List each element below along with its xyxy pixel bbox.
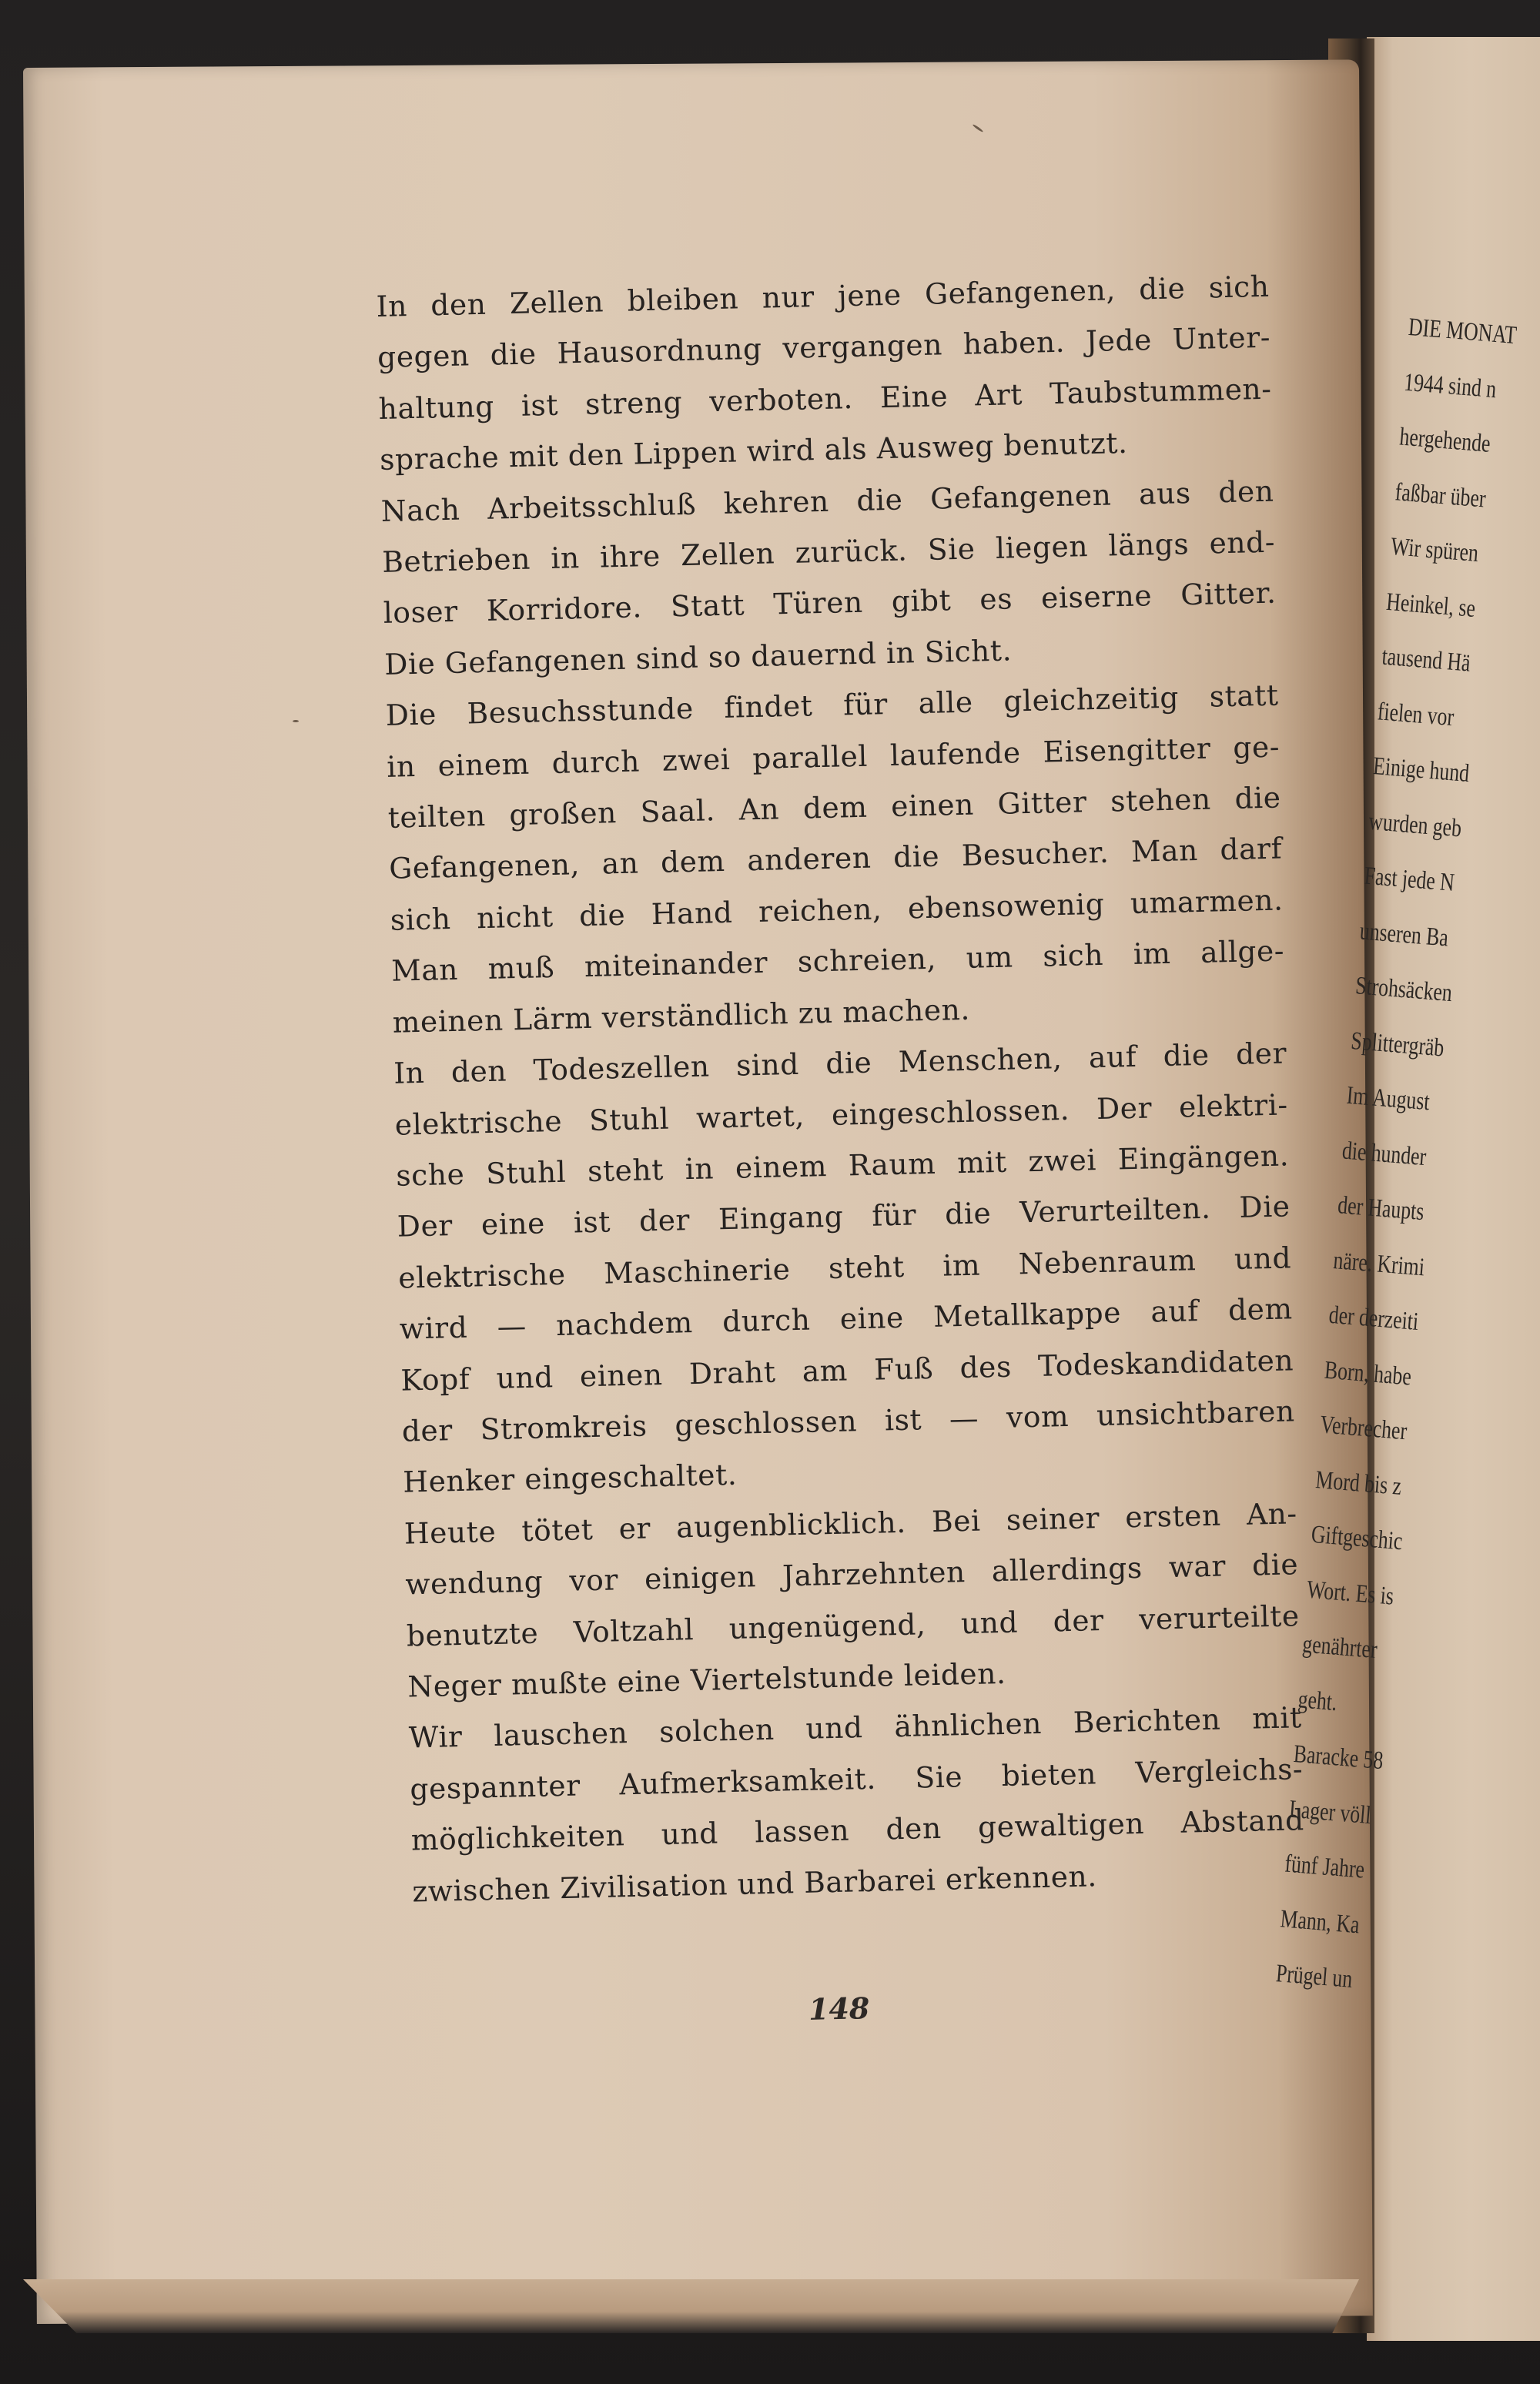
facing-text-line: unseren Ba — [1358, 916, 1450, 953]
facing-text-line: faßbar über — [1394, 477, 1487, 514]
text-line: loser Korridore. Statt Türen gibt es eiserne Gitter. — [383, 576, 1277, 631]
facing-text-line: Giftgeschic — [1310, 1520, 1404, 1556]
text-line: benutzte Voltzahl ungenügend, und der verurteilte — [406, 1598, 1301, 1653]
facing-text-line: Fast jede N — [1363, 862, 1456, 897]
text-line: Henker eingeschaltet. — [402, 1458, 738, 1499]
body-text — [376, 261, 1306, 1917]
facing-text-line: Splittergräb — [1350, 1026, 1445, 1063]
facing-text-line: geht. — [1297, 1685, 1338, 1716]
facing-text-line: näre. Krimi — [1332, 1246, 1426, 1281]
facing-text-line: fielen vor — [1376, 697, 1455, 732]
facing-text-line: Im August — [1345, 1081, 1431, 1117]
facing-text-line: Born, habe — [1323, 1356, 1413, 1391]
facing-text-line: der Haupts — [1337, 1191, 1425, 1227]
facing-text-line: wurden geb — [1368, 807, 1463, 842]
text-line: In den Todeszellen sind die Menschen, auf die der — [393, 1036, 1287, 1090]
text-line: Neger mußte eine Viertelstunde leiden. — [407, 1656, 1006, 1704]
text-line: teilten großen Saal. An dem einen Gitter stehen die — [387, 780, 1282, 835]
text-line: zwischen Zivilisation und Barbarei erkennen. — [411, 1858, 1098, 1909]
facing-text-line: DIE MONAT — [1407, 313, 1518, 350]
text-line: Kopf und einen Draht am Fuß des Todeskandidaten — [400, 1342, 1294, 1398]
facing-text-line: Lager völl — [1287, 1795, 1372, 1830]
facing-text-line: Wir spüren — [1389, 533, 1480, 568]
text-line: in einem durch zwei parallel laufende Eisengitter ge- — [386, 729, 1281, 784]
facing-text-line: fünf Jahre — [1284, 1850, 1366, 1884]
facing-text-line: 1944 sind n — [1403, 368, 1498, 403]
text-line: elektrische Maschinerie steht im Nebenraum und — [397, 1241, 1292, 1295]
facing-text-line: der derzeiti — [1327, 1301, 1420, 1337]
facing-text-line: Baracke 58 — [1292, 1739, 1384, 1776]
text-line: gespannter Aufmerksamkeit. Sie bieten Vergleichs- — [409, 1751, 1304, 1806]
text-line: sich nicht die Hand reichen, ebensowenig umarmen. — [390, 882, 1284, 937]
text-line: meinen Lärm verständlich zu machen. — [392, 992, 971, 1040]
text-line: wendung vor einigen Jahrzehnten allerdings war die — [404, 1547, 1299, 1602]
text-line: gegen die Hausordnung vergangen haben. Jede Unter- — [377, 320, 1271, 375]
page-number: 148 — [808, 1991, 870, 2027]
text-line: wird — nachdem durch eine Metallkappe auf dem — [399, 1291, 1294, 1346]
text-line: Der eine ist der Eingang für die Verurteilten. Die — [397, 1189, 1291, 1244]
facing-text-line: genährter — [1301, 1630, 1378, 1665]
text-line: Die Besuchsstunde findet für alle gleichzeitig statt — [385, 678, 1280, 733]
page-bottom-edge — [23, 2279, 1359, 2333]
facing-text-line: Einige hund — [1371, 752, 1471, 789]
facing-text-line: Strohsäcken — [1354, 972, 1454, 1008]
facing-text-line: tausend Hä — [1381, 642, 1471, 678]
text-line: elektrische Stuhl wartet, eingeschlossen. Der elektri- — [394, 1087, 1289, 1142]
page-speck — [293, 720, 299, 722]
text-line: der Stromkreis geschlossen ist — vom unsichtbaren — [401, 1394, 1296, 1448]
text-line: sprache mit den Lippen wird als Ausweg benutzt. — [379, 426, 1128, 477]
facing-text-line: hergehende — [1398, 423, 1491, 458]
text-line: Nach Arbeitsschluß kehren die Gefangenen aus den — [380, 474, 1274, 528]
text-line: Die Gefangenen sind so dauernd in Sicht. — [383, 633, 1013, 681]
text-line: sche Stuhl steht in einem Raum mit zwei Eingängen. — [395, 1138, 1290, 1193]
facing-text-line: Mann, Ka — [1279, 1904, 1361, 1939]
text-line: haltung ist streng verboten. Eine Art Taubstummen- — [378, 371, 1272, 426]
text-line: möglichkeiten und lassen den gewaltigen Abstand — [410, 1803, 1305, 1857]
facing-text-line: die hunder — [1341, 1136, 1428, 1171]
text-line: Heute tötet er augenblicklich. Bei seiner ersten An- — [403, 1496, 1298, 1551]
facing-text-line: Prügel un — [1274, 1960, 1354, 1994]
text-line: Gefangenen, an dem anderen die Besucher. Man darf — [388, 831, 1283, 886]
text-line: Wir lauschen solchen und ähnlichen Berichten mit — [408, 1700, 1303, 1755]
facing-text-line: Wort. Es is — [1305, 1575, 1395, 1611]
facing-text-line: Mord bis z — [1314, 1465, 1403, 1501]
text-line: In den Zellen bleiben nur jene Gefangenen, die sich — [376, 269, 1270, 323]
text-line: Betrieben in ihre Zellen zurück. Sie liegen längs end- — [381, 524, 1276, 579]
facing-text-line: Verbrecher — [1319, 1411, 1408, 1446]
facing-text-line: Heinkel, se — [1385, 588, 1477, 623]
text-line: Man muß miteinander schreien, um sich im allge- — [390, 933, 1285, 989]
